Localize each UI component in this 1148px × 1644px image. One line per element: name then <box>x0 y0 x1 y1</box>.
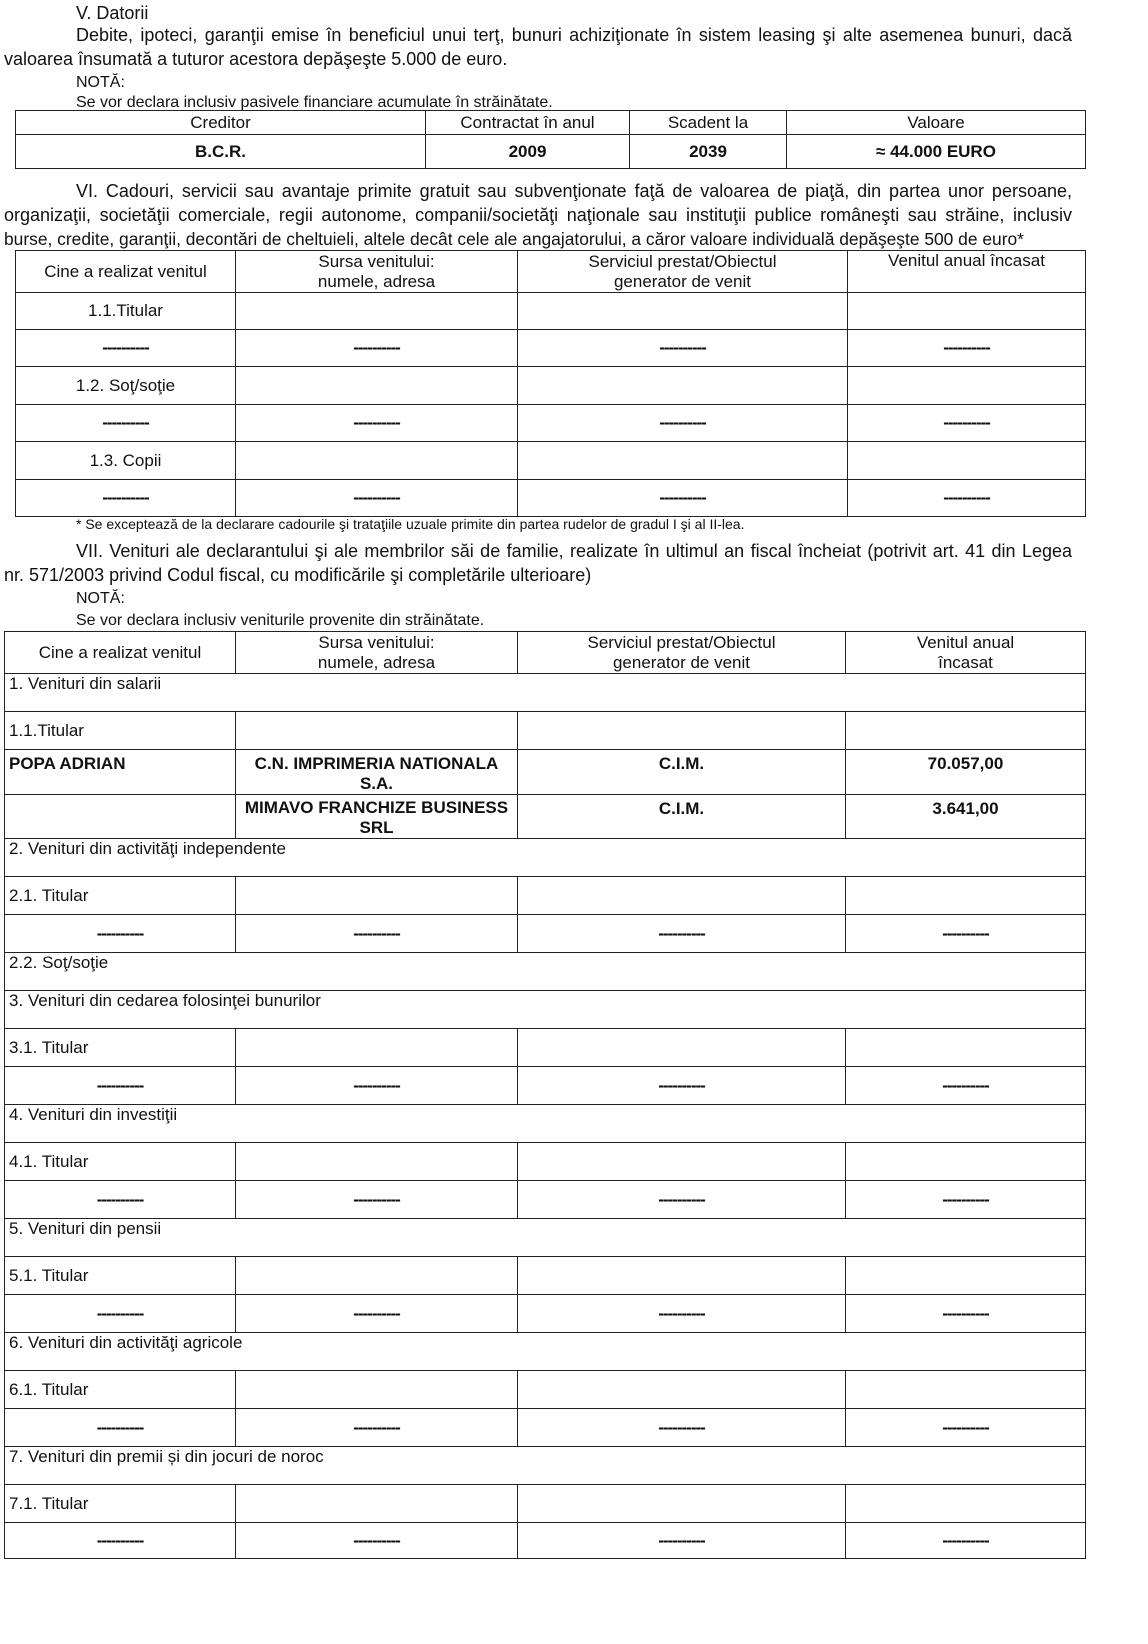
dash: ---------- <box>5 1523 236 1559</box>
dash: ---------- <box>236 1295 518 1333</box>
dash: ---------- <box>236 1181 518 1219</box>
dash: ---------- <box>518 1181 846 1219</box>
gift-row-spouse: 1.2. Soţ/soţie <box>16 367 236 405</box>
dash: ---------- <box>846 1181 1086 1219</box>
category-independent-titular: 2.1. Titular <box>5 877 236 915</box>
col-service-line2: generator de venit <box>612 652 751 672</box>
dash: ---------- <box>236 915 518 953</box>
dash: ---------- <box>16 480 236 517</box>
category-investments-titular: 4.1. Titular <box>5 1143 236 1181</box>
dash: ---------- <box>236 480 518 517</box>
dash: ---------- <box>5 1295 236 1333</box>
section-vi-text-1: VI. Cadouri, servicii sau avantaje primite gratuit sau subvenţionate faţă de valoarea de piaţă, din partea unor persoane, <box>76 181 1072 201</box>
category-property-use-titular: 3.1. Titular <box>5 1029 236 1067</box>
col-source-line1: Sursa venitului: <box>318 251 435 271</box>
col-income: Venitul anual încasat <box>848 251 1086 293</box>
section-vi-text-2: organizaţii, societăţii comerciale, regii autonome, companii/societăţi naţionale sau instituţii publice româneşti sau străine, inclusiv <box>4 205 1072 225</box>
category-salaries-titular: 1.1.Titular <box>5 712 236 750</box>
col-service <box>518 251 848 293</box>
dash: ---------- <box>846 1409 1086 1447</box>
dash: ---------- <box>846 1523 1086 1559</box>
salary2-source <box>236 795 518 839</box>
salary1-income: 70.057,00 <box>846 750 1086 795</box>
dash: ---------- <box>5 1409 236 1447</box>
col-service-line1: Serviciul prestat/Obiectul <box>587 632 776 652</box>
dash: ---------- <box>5 1181 236 1219</box>
salary1-source <box>236 750 518 795</box>
dash: ---------- <box>846 1295 1086 1333</box>
category-property-use: 3. Venituri din cedarea folosinţei bunurilor <box>5 991 1086 1029</box>
col-service-line2: generator de venit <box>613 271 752 291</box>
dash: ---------- <box>518 330 848 367</box>
debt-creditor: B.C.R. <box>16 135 426 169</box>
section-v-nota: NOTĂ: <box>76 74 125 91</box>
section-vii-text-2: nr. 571/2003 privind Codul fiscal, cu modificările şi completările ulterioare) <box>4 565 592 585</box>
col-income <box>846 632 1086 674</box>
dash: ---------- <box>518 1295 846 1333</box>
category-prizes: 7. Venituri din premii și din jocuri de noroc <box>5 1447 1086 1485</box>
section-v-nota-text: Se vor declara inclusiv pasivele financiare acumulate în străinătate. <box>76 94 553 111</box>
dash: ---------- <box>5 915 236 953</box>
col-who: Cine a realizat venitul <box>16 251 236 293</box>
salary2-income: 3.641,00 <box>846 795 1086 839</box>
col-source <box>236 251 518 293</box>
debt-year: 2009 <box>426 135 630 169</box>
col-income-line2: încasat <box>938 652 993 672</box>
salary2-source-line2: SRL <box>359 818 394 837</box>
section-v-text-2: valoarea însumată a tuturor acestora depăşeşte 5.000 de euro. <box>4 49 508 69</box>
category-agricultural-titular: 6.1. Titular <box>5 1371 236 1409</box>
dash: ---------- <box>848 405 1086 442</box>
income-table <box>4 631 1086 1559</box>
col-value: Valoare <box>787 111 1086 135</box>
col-source <box>236 632 518 674</box>
category-investments: 4. Venituri din investiţii <box>5 1105 1086 1143</box>
salary1-source-line2: S.A. <box>359 774 394 793</box>
dash: ---------- <box>518 1067 846 1105</box>
gifts-table <box>15 250 1086 517</box>
dash: ---------- <box>848 480 1086 517</box>
gift-row-children: 1.3. Copii <box>16 442 236 480</box>
category-pensions-titular: 5.1. Titular <box>5 1257 236 1295</box>
dash: ---------- <box>16 330 236 367</box>
col-source-line2: numele, adresa <box>317 652 436 672</box>
col-who: Cine a realizat venitul <box>5 632 236 674</box>
dash: ---------- <box>518 1409 846 1447</box>
section-vii-text-1: VII. Venituri ale declarantului şi ale membrilor săi de familie, realizate în ultimul an fiscal încheiat (potrivit art. 41 din Legea <box>76 541 1072 561</box>
dash: ---------- <box>518 1523 846 1559</box>
dash: ---------- <box>848 330 1086 367</box>
salary1-service: C.I.M. <box>518 750 846 795</box>
dash: ---------- <box>236 330 518 367</box>
dash: ---------- <box>846 915 1086 953</box>
dash: ---------- <box>236 1523 518 1559</box>
dash: ---------- <box>518 480 848 517</box>
section-v-title: V. Datorii <box>76 3 149 23</box>
dash: ---------- <box>236 1409 518 1447</box>
section-vi-text-3: burse, credite, garanţii, decontări de cheltuieli, altele decât cele ale angajatorului, a căror valoare individuală depăşeşte 500 de euro* <box>4 229 1024 249</box>
section-vii-nota: NOTĂ: <box>76 590 125 607</box>
gift-row-titular: 1.1.Titular <box>16 293 236 330</box>
dash: ---------- <box>5 1067 236 1105</box>
col-service-line1: Serviciul prestat/Obiectul <box>588 251 777 271</box>
section-v-text-1: Debite, ipoteci, garanţii emise în beneficiul unui terţ, bunuri achiziţionate în sistem leasing şi alte asemenea bunuri, dacă <box>76 25 1072 45</box>
category-prizes-titular: 7.1. Titular <box>5 1485 236 1523</box>
col-source-line1: Sursa venitului: <box>318 632 435 652</box>
category-independent: 2. Venituri din activităţi independente <box>5 839 1086 877</box>
dash: ---------- <box>16 405 236 442</box>
dash: ---------- <box>518 915 846 953</box>
category-agricultural: 6. Venituri din activităţi agricole <box>5 1333 1086 1371</box>
dash: ---------- <box>236 405 518 442</box>
category-salaries: 1. Venituri din salarii <box>5 674 1086 712</box>
gifts-footnote: * Se exceptează de la declarare cadourile şi trataţiile uzuale primite din partea rudelor de gradul I şi al II-lea. <box>76 516 745 532</box>
col-service <box>518 632 846 674</box>
col-income-line1: Venitul anual <box>916 632 1015 652</box>
col-due-date: Scadent la <box>630 111 787 135</box>
debt-due: 2039 <box>630 135 787 169</box>
category-independent-spouse: 2.2. Soţ/soţie <box>5 953 1086 991</box>
salary-earner-name: POPA ADRIAN <box>5 750 236 795</box>
col-creditor: Creditor <box>16 111 426 135</box>
debt-value: ≈ 44.000 EURO <box>787 135 1086 169</box>
debts-table <box>15 110 1086 169</box>
salary1-source-line1: C.N. IMPRIMERIA NATIONALA <box>254 754 499 773</box>
salary2-service: C.I.M. <box>518 795 846 839</box>
col-source-line2: numele, adresa <box>317 271 436 291</box>
dash: ---------- <box>236 1067 518 1105</box>
dash: ---------- <box>518 405 848 442</box>
category-pensions: 5. Venituri din pensii <box>5 1219 1086 1257</box>
salary2-source-line1: MIMAVO FRANCHIZE BUSINESS <box>244 798 509 817</box>
dash: ---------- <box>846 1067 1086 1105</box>
section-vii-nota-text: Se vor declara inclusiv veniturile provenite din străinătate. <box>76 612 485 629</box>
col-contracted-year: Contractat în anul <box>426 111 630 135</box>
